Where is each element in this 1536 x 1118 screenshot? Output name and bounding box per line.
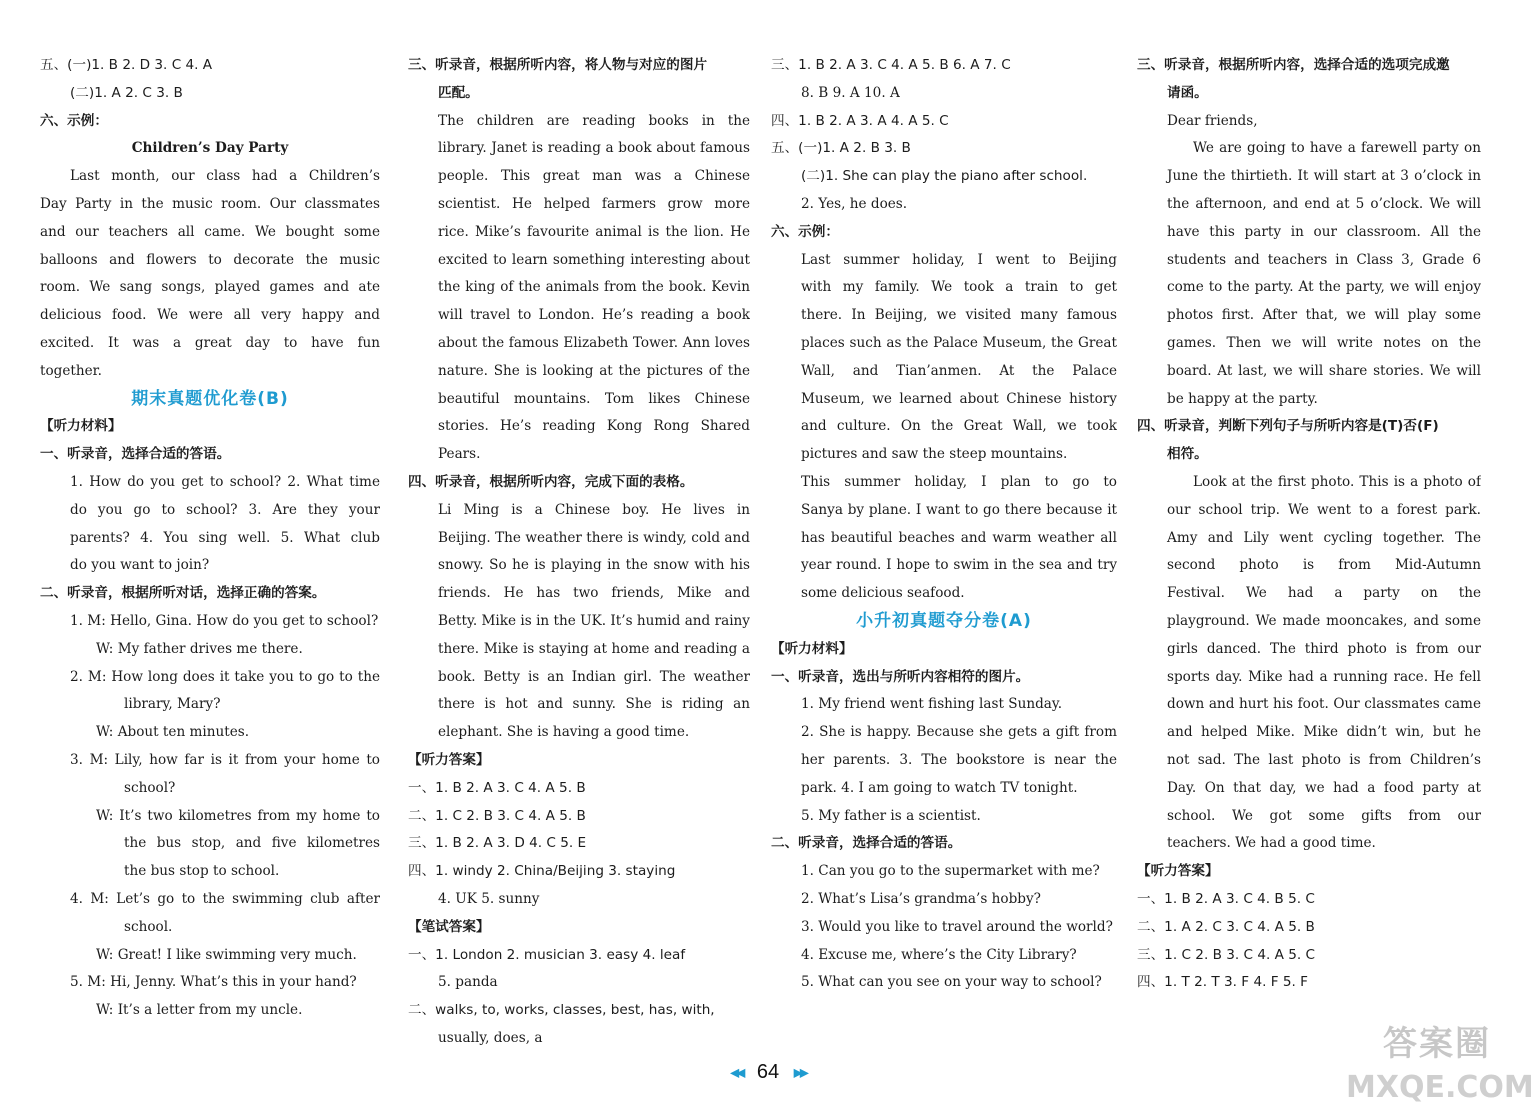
text-line: Pears. [438,446,481,463]
text-line: 5. panda [438,974,498,991]
text-line: school. We got some gifts from our [1167,807,1481,824]
text-line: Day Party in the music room. Our classmates [40,195,380,212]
text-line: 一、听录音，选择合适的答语。 [40,446,231,463]
text-line: Wall, and Tian’anmen. At the Palace [801,362,1117,379]
text-line: 【听力材料】 [771,640,853,657]
text-line: together. [40,362,102,379]
text-line: school. [124,918,173,935]
text-line: has beautiful beaches and warm weather all [801,529,1117,546]
text-line: scientist. He helped farmers grow more [438,195,750,212]
text-line: The children are reading books in the [438,112,750,129]
text-line: there. In Beijing, we visited many famous [801,307,1117,324]
text-line: there is hot and sunny. She is riding an [438,696,750,713]
answer-column-1 [40,52,380,1025]
text-line: 一、听录音，选出与所听内容相符的图片。 [771,668,1030,685]
text-line: W: My father drives me there. [96,640,303,657]
text-line: 4. UK 5. sunny [438,890,540,907]
text-line: down and hurt his foot. Our classmates came [1167,696,1481,713]
text-line: do you want to join? [70,557,210,574]
text-line: do you go to school? 3. Are they your [70,501,380,518]
text-line: 二、听录音，选择合适的答语。 [771,835,962,852]
text-line: nature. She is looking at the pictures of the [438,362,750,379]
text-line: 二、walks, to, works, classes, best, has, with, [408,1002,715,1019]
text-line: the bus stop, and five kilometres [124,835,380,852]
text-line: stories. He’s reading Kong Rong Shared [438,418,750,435]
text-line: 1. Can you go to the supermarket with me? [801,863,1100,880]
text-line: 一、1. London 2. musician 3. easy 4. leaf [408,946,686,963]
text-line: W: Great! I like swimming very much. [96,946,357,963]
text-line: 二、1. A 2. C 3. C 4. A 5. B [1137,918,1315,935]
answer-column-2 [408,52,750,1053]
text-line: room. We sang songs, played games and ate [40,279,380,296]
text-line: 一、1. B 2. A 3. C 4. A 5. B [408,779,586,796]
text-line: 2. M: How long does it take you to go to the [70,668,380,685]
text-line: rice. Mike’s favourite animal is the lion. He [438,223,750,240]
text-line: 1. M: Hello, Gina. How do you get to school? [70,612,379,629]
text-line: the king of the animals from the book. Kevin [438,279,750,296]
text-line: excited. It was a great day to have fun [40,334,380,351]
text-line: park. 4. I am going to watch TV tonight. [801,779,1078,796]
text-line: This summer holiday, I plan to go to [801,473,1117,490]
text-line: 五、(一)1. B 2. D 3. C 4. A [40,57,213,73]
next-page-arrows-icon: ▶▶ [793,1065,807,1080]
text-line: W: It’s two kilometres from my home to [96,807,380,824]
text-line: Look at the first photo. This is a photo of [1193,473,1481,490]
text-line: places such as the Palace Museum, the Great [801,334,1117,351]
text-line: about the famous Elizabeth Tower. Ann loves [438,334,750,351]
text-line: some delicious seafood. [801,585,965,602]
text-line: friends. He has two friends, Mike and [438,585,750,602]
text-line: library. Janet is reading a book about famous [438,140,750,157]
text-line: girls danced. The third photo is from our [1167,640,1481,657]
text-line: 3. Would you like to travel around the world? [801,918,1113,935]
text-line: 3. M: Lily, how far is it from your home to [70,751,380,768]
text-line: Festival. We had a party on the [1167,585,1481,602]
answer-column-4 [1137,52,1481,997]
text-line: the bus stop to school. [124,863,280,880]
text-line: 2. What’s Lisa’s grandma’s hobby? [801,890,1041,907]
section-title: 小升初真题夺分卷(A) [856,610,1032,631]
text-line: and helped Mike. Mike didn’t win, but he [1167,724,1481,741]
text-line: elephant. She is having a good time. [438,724,690,741]
text-line: students and teachers in Class 3, Grade 6 [1167,251,1481,268]
text-line: and our teachers all came. We bought some [40,223,380,240]
text-line: 5. M: Hi, Jenny. What’s this in your hand? [70,974,357,991]
text-line: Museum, we learned about Chinese history [801,390,1117,407]
text-line: 5. What can you see on your way to school? [801,974,1102,991]
text-line: year round. I hope to swim in the sea and try [801,557,1117,574]
text-line: and culture. On the Great Wall, we took [801,418,1117,435]
text-line: Last summer holiday, I went to Beijing [801,251,1117,268]
text-line: delicious food. We were all very happy and [40,307,380,324]
text-line: 【听力答案】 [1137,863,1219,880]
text-line: 四、听录音，根据所听内容，完成下面的表格。 [408,473,694,490]
text-line: not sad. The last photo is from Children’s [1167,751,1481,768]
text-line: 二、1. C 2. B 3. C 4. A 5. B [408,807,586,824]
text-line: photos first. After that, we will play some [1167,307,1481,324]
text-line: people. This great man was a Chinese [438,168,750,185]
text-line: 请函。 [1167,84,1208,101]
text-line: 2. Yes, he does. [801,195,908,212]
text-line: 四、1. T 2. T 3. F 4. F 5. F [1137,974,1308,991]
text-line: Children’s Day Party [131,140,289,157]
text-line: library, Mary? [124,696,221,713]
text-line: snowy. So he is playing in the snow with his [438,557,750,574]
text-line: 一、1. B 2. A 3. C 4. B 5. C [1137,890,1315,907]
text-line: (二)1. A 2. C 3. B [70,84,183,101]
text-line: 四、听录音，判断下列句子与所听内容是(T)否(F) [1137,418,1439,435]
text-line: with my family. We took a train to get [801,279,1117,296]
text-line: (二)1. She can play the piano after school. [801,168,1088,185]
text-line: 1. How do you get to school? 2. What time [70,473,380,490]
page-number: 64 [756,1061,780,1083]
text-line: sports day. Mike had a running race. He fell [1167,668,1481,685]
text-line: school? [124,779,176,796]
text-line: 相符。 [1167,446,1208,463]
text-line: 1. My friend went fishing last Sunday. [801,696,1063,713]
watermark-logo [1346,1016,1534,1112]
text-line: playground. We made mooncakes, and some [1167,612,1481,629]
text-line: teachers. We had a good time. [1167,835,1376,852]
watermark-title: 答案圈 [1383,1024,1491,1064]
text-line: 四、1. B 2. A 3. A 4. A 5. C [771,112,949,129]
text-line: come to the party. At the party, we will enjoy [1167,279,1481,296]
text-line: second photo is from Mid-Autumn [1167,557,1481,574]
text-line: pictures and saw the steep mountains. [801,446,1068,463]
text-line: be happy at the party. [1167,390,1318,407]
text-line: Amy and Lily went cycling together. The [1167,529,1481,546]
text-line: Dear friends, [1167,112,1258,129]
text-line: her parents. 3. The bookstore is near the [801,751,1117,768]
text-line: book. Betty is an Indian girl. The weather [438,668,750,685]
text-line: the afternoon, and end at 5 o’clock. We will [1167,195,1481,212]
section-title: 期末真题优化卷(B) [131,388,289,409]
answer-column-3 [771,52,1117,997]
text-line: 【听力答案】 [408,751,490,768]
text-line: 三、1. B 2. A 3. D 4. C 5. E [408,835,587,852]
text-line: Li Ming is a Chinese boy. He lives in [438,501,750,518]
text-line: balloons and flowers to decorate the music [40,251,380,268]
text-line: games. Then we will write notes on the [1167,334,1481,351]
text-line: 六、示例： [40,112,108,129]
text-line: 4. M: Let’s go to the swimming club after [70,890,380,907]
text-line: Sanya by plane. I want to go there because it [801,501,1117,518]
prev-page-arrows-icon: ◀◀ [729,1065,743,1080]
text-line: have this party in our classroom. All the [1167,223,1481,240]
text-line: 五、(一)1. A 2. B 3. B [771,140,911,157]
text-line: 三、听录音，根据所听内容，选择合适的选项完成邀 [1137,57,1450,73]
text-line: 8. B 9. A 10. A [801,84,900,101]
text-line: will travel to London. He’s reading a book [438,307,750,324]
text-line: beautiful mountains. Tom likes Chinese [438,390,750,407]
text-line: 三、1. C 2. B 3. C 4. A 5. C [1137,946,1316,963]
text-line: 三、1. B 2. A 3. C 4. A 5. B 6. A 7. C [771,57,1011,73]
page-footer [0,1061,1536,1089]
text-line: 4. Excuse me, where’s the City Library? [801,946,1077,963]
text-line: excited to learn something interesting about [438,251,750,268]
text-line: 二、听录音，根据所听对话，选择正确的答案。 [40,585,326,602]
text-line: our school trip. We went to a forest park. [1167,501,1481,518]
text-line: 5. My father is a scientist. [801,807,981,824]
text-line: parents? 4. You sing well. 5. What club [70,529,380,546]
text-line: board. At last, we will share stories. We will [1167,362,1481,379]
text-line: Betty. Mike is in the UK. It’s humid and rainy [438,612,750,629]
text-line: Last month, our class had a Children’s [70,168,380,185]
text-line: 三、听录音，根据所听内容，将人物与对应的图片 [408,57,708,73]
watermark-url: MXQE.COM [1346,1070,1534,1105]
text-line: Day. On that day, we had a food party at [1167,779,1481,796]
text-line: Beijing. The weather there is windy, cold and [438,529,750,546]
text-line: 六、示例： [771,223,839,240]
text-line: 【听力材料】 [40,418,122,435]
text-line: 四、1. windy 2. China/Beijing 3. staying [408,863,676,880]
text-line: W: About ten minutes. [96,724,250,741]
text-line: June the thirtieth. It will start at 3 o’clock in [1167,168,1481,185]
text-line: there. Mike is staying at home and reading a [438,640,750,657]
text-line: W: It’s a letter from my uncle. [96,1002,303,1019]
text-line: 匹配。 [438,84,479,101]
text-line: 【笔试答案】 [408,918,490,935]
text-line: 2. She is happy. Because she gets a gift from [801,724,1117,741]
text-line: usually, does, a [438,1029,543,1046]
text-line: We are going to have a farewell party on [1193,140,1481,157]
